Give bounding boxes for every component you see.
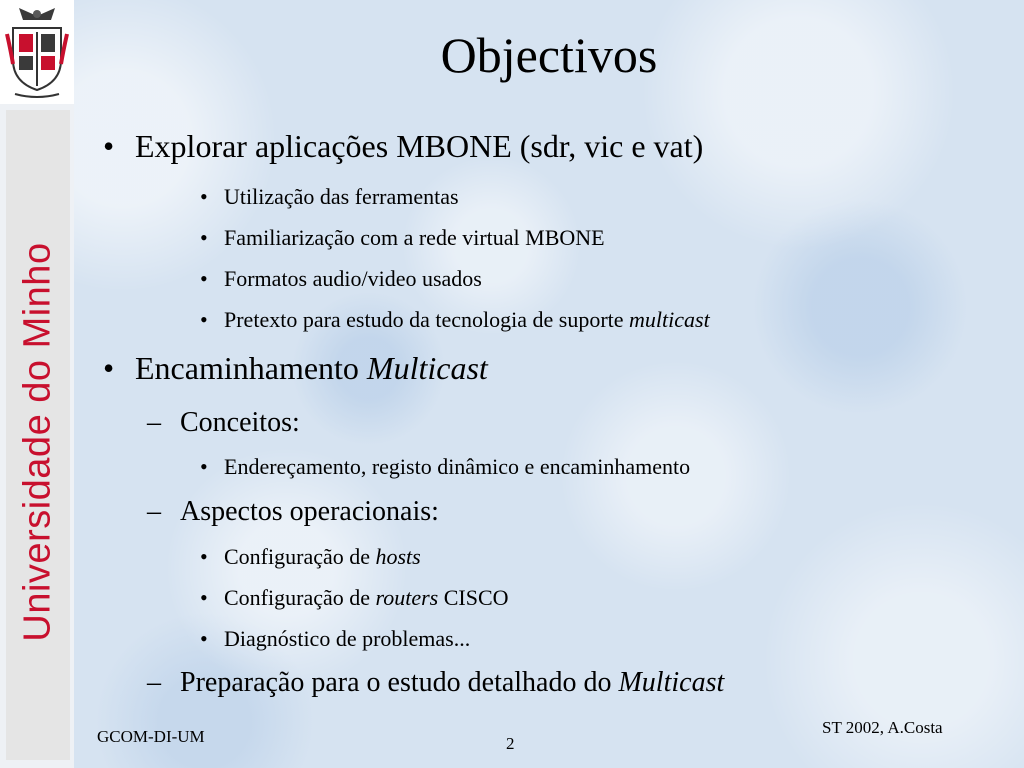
bullet-item-level-2: [147, 407, 300, 439]
bullet-item-level-2: [147, 496, 439, 528]
bullet-item-level-3: [200, 585, 509, 611]
bullet-item-level-3: [200, 225, 605, 251]
footer-left: GCOM-DI-UM: [97, 727, 205, 746]
bullet-marker: –: [147, 667, 161, 698]
university-name: Universidade do Minho: [16, 241, 59, 642]
bullet-item-level-3: [200, 544, 421, 570]
bullet-emphasis: multicast: [629, 307, 710, 332]
bullet-text: Familiarização com a rede virtual MBONE: [224, 225, 605, 250]
university-crest-icon: [5, 4, 69, 100]
bullet-item-level-3: [200, 454, 690, 480]
bullet-text-after: CISCO: [438, 585, 509, 610]
bullet-marker: •: [200, 626, 208, 651]
bullet-item-level-1: [103, 350, 488, 387]
bullet-marker: –: [147, 496, 161, 527]
bullet-item-level-3: [200, 266, 482, 292]
bullet-item-level-2: [147, 667, 724, 699]
bullet-marker: •: [200, 454, 208, 479]
bullet-text: Configuração de: [224, 544, 376, 569]
bullet-item-level-3: [200, 626, 470, 652]
bullet-text: Conceitos:: [180, 407, 300, 438]
bullet-text: Encaminhamento: [135, 350, 367, 386]
bullet-text: Utilização das ferramentas: [224, 184, 459, 209]
side-banner: [6, 110, 70, 760]
footer-right: ST 2002, A.Costa: [822, 718, 943, 737]
page-number: 2: [506, 734, 515, 753]
bullet-text: Diagnóstico de problemas...: [224, 626, 471, 651]
bullet-text: Formatos audio/video usados: [224, 266, 482, 291]
bullet-text: Preparação para o estudo detalhado do: [180, 667, 619, 698]
bullet-marker: •: [200, 225, 208, 250]
bullet-marker: –: [147, 407, 161, 438]
bullet-item-level-3: [200, 307, 710, 333]
bullet-marker: •: [103, 128, 115, 164]
bullet-item-level-1: [103, 128, 703, 165]
bullet-item-level-3: [200, 184, 459, 210]
logo-box: [0, 0, 74, 104]
bullet-text: Configuração de: [224, 585, 376, 610]
bullet-marker: •: [200, 307, 208, 332]
bullet-text: Endereçamento, registo dinâmico e encaminhamento: [224, 454, 691, 479]
bullet-text: Explorar aplicações MBONE (sdr, vic e vat): [135, 128, 704, 164]
bullet-text: Aspectos operacionais:: [180, 496, 439, 527]
bullet-marker: •: [200, 184, 208, 209]
bullet-marker: •: [200, 266, 208, 291]
bullet-marker: •: [103, 350, 115, 386]
slide-title: Objectivos: [440, 27, 658, 83]
bullet-emphasis: Multicast: [618, 667, 725, 698]
bullet-marker: •: [200, 585, 208, 610]
side-strip: [0, 0, 74, 768]
bullet-emphasis: Multicast: [366, 350, 488, 386]
bullet-marker: •: [200, 544, 208, 569]
bullet-text: Pretexto para estudo da tecnologia de suporte: [224, 307, 630, 332]
bullet-emphasis: hosts: [375, 544, 421, 569]
bullet-emphasis: routers: [375, 585, 439, 610]
